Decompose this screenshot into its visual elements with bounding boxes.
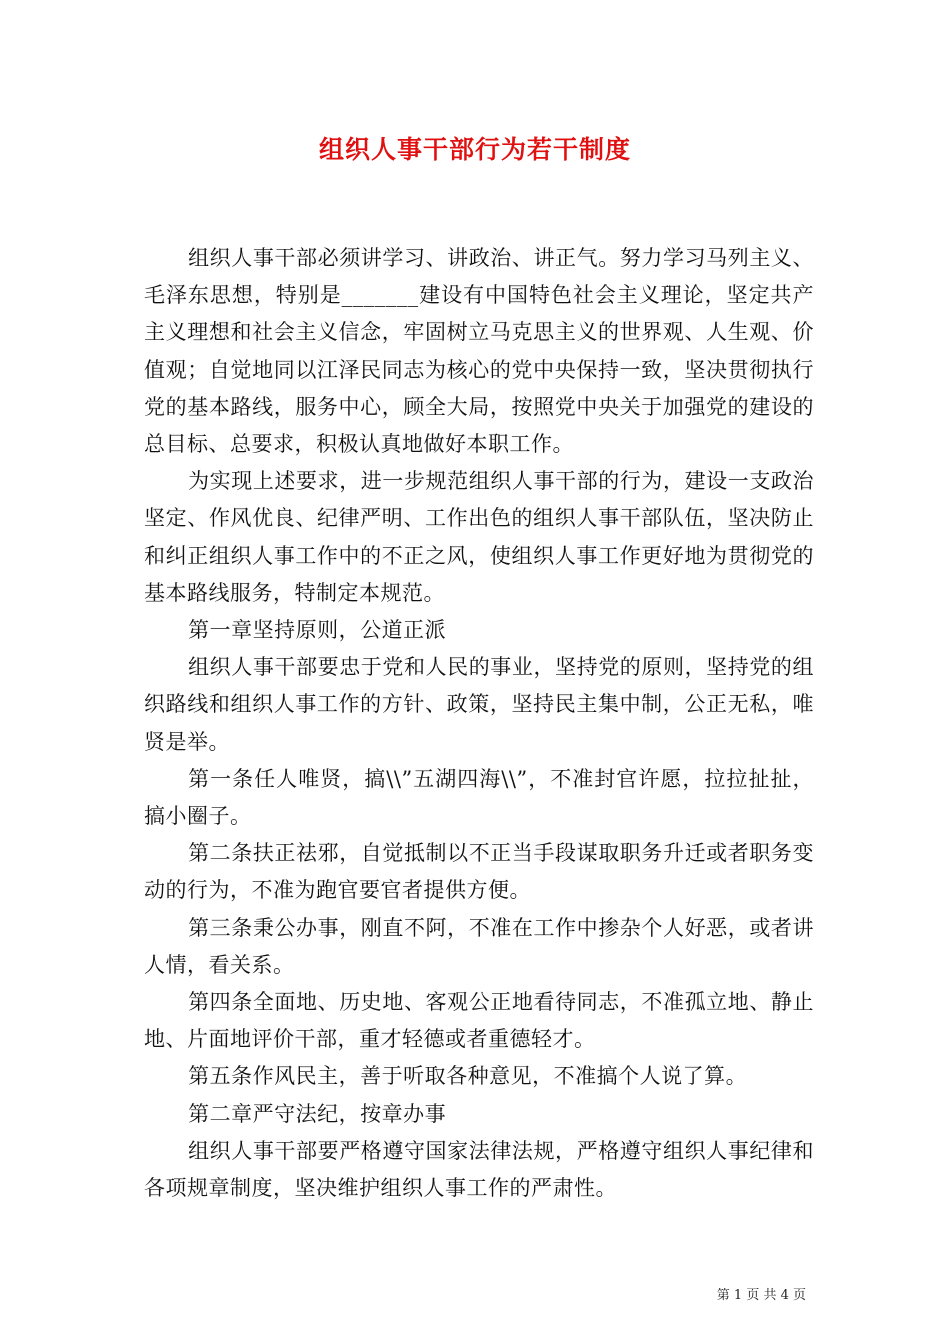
document-body (144, 240, 814, 1207)
paragraph-intro: 组织人事干部必须讲学习、讲政治、讲正气。努力学习马列主义、毛泽东思想，特别是_______建设有中国特色社会主义理论，坚定共产主义理想和社会主义信念，牢固树立马克思主义的世界观、人生观、价值观；自觉地同以江泽民同志为核心的党中央保持一致，坚决贯彻执行党的基本路线，服务中心，顾全大局，按照党中央关于加强党的建设的总目标、总要求，积极认真地做好本职工作。 (144, 246, 814, 457)
document-title: 组织人事干部行为若干制度 (318, 135, 631, 164)
article-3: 第三条秉公办事，刚直不阿，不准在工作中掺杂个人好恶，或者讲人情，看关系。 (144, 915, 814, 977)
chapter-2-heading: 第二章严守法纪，按章办事 (188, 1101, 447, 1126)
article-1: 第一条任人唯贤，搞\\”五湖四海\\”，不准封官许愿，拉拉扯扯，搞小圈子。 (144, 766, 814, 829)
paragraph-purpose: 为实现上述要求，进一步规范组织人事干部的行为，建设一支政治坚定、作风优良、纪律严明、工作出色的组织人事干部队伍，坚决防止和纠正组织人事工作中的不正之风，使组织人事工作更好地为贯彻党的基本路线服务，特制定本规范。 (144, 469, 814, 605)
chapter-1-intro: 组织人事干部要忠于党和人民的事业，坚持党的原则，坚持党的组织路线和组织人事工作的方针、政策，坚持民主集中制，公正无私，唯贤是举。 (144, 655, 814, 754)
article-4: 第四条全面地、历史地、客观公正地看待同志，不准孤立地、静止地、片面地评价干部，重才轻德或者重德轻才。 (144, 990, 814, 1052)
chapter-1-heading: 第一章坚持原则，公道正派 (188, 618, 447, 643)
chapter-2-intro: 组织人事干部要严格遵守国家法律法规，严格遵守组织人事纪律和各项规章制度，坚决维护组织人事工作的严肃性。 (144, 1138, 814, 1201)
article-5: 第五条作风民主，善于听取各种意见，不准搞个人说了算。 (188, 1064, 748, 1089)
page-number: 第 1 页 共 4 页 (716, 1288, 806, 1303)
article-2: 第二条扶正祛邪，自觉抵制以不正当手段谋取职务升迁或者职务变动的行为，不准为跑官要官者提供方便。 (144, 841, 814, 903)
